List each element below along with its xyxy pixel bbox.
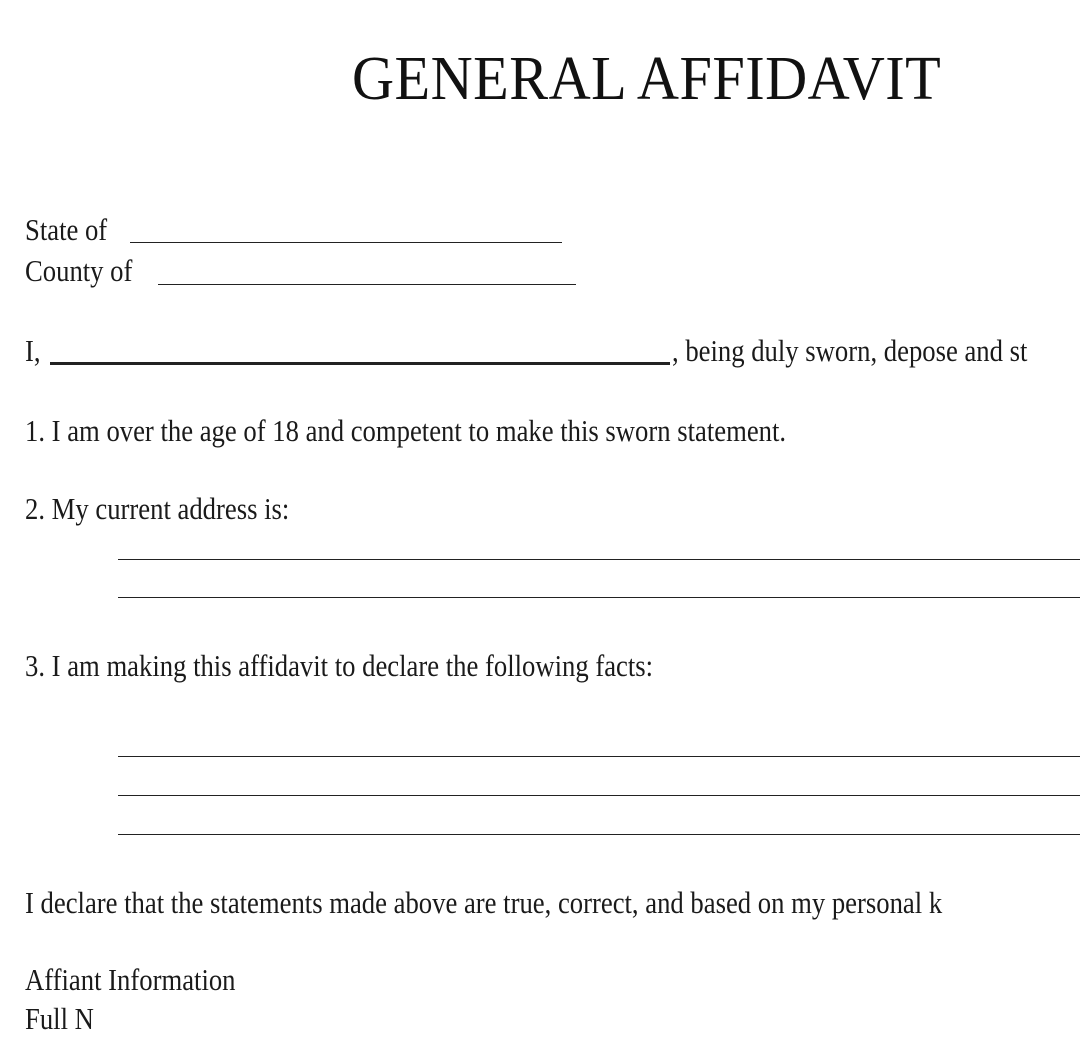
- full-name-label: Full N: [25, 1001, 94, 1036]
- state-label: State of: [25, 212, 108, 247]
- affiant-name-field[interactable]: [50, 362, 670, 365]
- document-title: GENERAL AFFIDAVIT: [352, 45, 942, 113]
- county-field[interactable]: [158, 284, 576, 285]
- affiant-info-heading: Affiant Information: [25, 962, 236, 997]
- facts-line-2[interactable]: [118, 795, 1080, 796]
- address-line-1[interactable]: [118, 559, 1080, 560]
- statement-item-2: 2. My current address is:: [25, 491, 290, 526]
- facts-line-1[interactable]: [118, 756, 1080, 757]
- affiant-oath-text: , being duly sworn, depose and st: [672, 333, 1028, 368]
- declaration-text: I declare that the statements made above are true, correct, and based on my personal k: [25, 885, 943, 920]
- county-label: County of: [25, 253, 133, 288]
- facts-line-3[interactable]: [118, 834, 1080, 835]
- address-line-2[interactable]: [118, 597, 1080, 598]
- affiant-prefix: I,: [25, 333, 41, 368]
- statement-item-3: 3. I am making this affidavit to declare the following facts:: [25, 648, 654, 683]
- state-field[interactable]: [130, 242, 562, 243]
- statement-item-1: 1. I am over the age of 18 and competent to make this sworn statement.: [25, 413, 787, 448]
